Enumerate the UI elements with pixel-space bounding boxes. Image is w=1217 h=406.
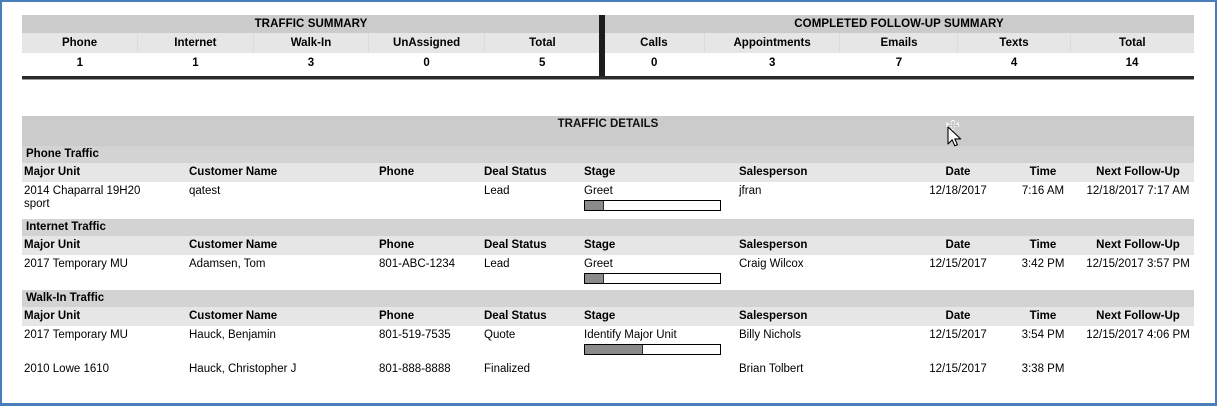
traffic-section <box>22 290 1194 376</box>
cell-major-unit <box>22 326 187 361</box>
traffic-header-internet: Internet <box>138 33 254 53</box>
followup-value-appointments: 3 <box>704 53 840 74</box>
followup-summary-title: COMPLETED FOLLOW-UP SUMMARY <box>604 15 1194 33</box>
traffic-table <box>22 236 1194 290</box>
column-header-major-unit[interactable]: Major Unit <box>22 163 187 182</box>
column-header-stage[interactable]: Stage <box>582 236 737 255</box>
column-header-deal-status[interactable]: Deal Status <box>482 163 582 182</box>
column-header-date[interactable]: Date <box>912 163 1004 182</box>
traffic-value-internet: 1 <box>138 53 254 74</box>
traffic-section <box>22 219 1194 290</box>
column-header-time[interactable]: Time <box>1004 307 1082 326</box>
table-row[interactable] <box>22 182 1194 219</box>
cell-stage <box>582 326 737 361</box>
column-header-time[interactable]: Time <box>1004 163 1082 182</box>
summary-section <box>22 15 1194 79</box>
cell-phone: 801-ABC-1234 <box>377 255 482 290</box>
column-header-deal-status[interactable]: Deal Status <box>482 236 582 255</box>
column-header-stage[interactable]: Stage <box>582 163 737 182</box>
cell-time: 7:16 AM <box>1004 182 1082 219</box>
report-page <box>2 2 1215 406</box>
followup-summary-title-row <box>604 15 1194 33</box>
column-header-next-follow-up[interactable]: Next Follow-Up <box>1082 236 1194 255</box>
followup-value-emails: 7 <box>840 53 958 74</box>
column-header-phone[interactable]: Phone <box>377 236 482 255</box>
traffic-value-walkin: 3 <box>253 53 369 74</box>
column-header-phone[interactable]: Phone <box>377 307 482 326</box>
cell-salesperson: Brian Tolbert <box>737 361 912 376</box>
column-header-major-unit[interactable]: Major Unit <box>22 236 187 255</box>
cell-date: 12/15/2017 <box>912 326 1004 361</box>
cell-date: 12/18/2017 <box>912 182 1004 219</box>
table-header-row <box>22 307 1194 326</box>
column-header-salesperson[interactable]: Salesperson <box>737 236 912 255</box>
cell-customer-name: qatest <box>187 182 377 219</box>
cell-customer-name: Adamsen, Tom <box>187 255 377 290</box>
table-row[interactable] <box>22 326 1194 361</box>
table-row[interactable] <box>22 255 1194 290</box>
major-unit-line-1: 2014 Chaparral 19H20 <box>24 185 141 197</box>
traffic-details-sections <box>22 146 1194 376</box>
followup-header-texts: Texts <box>958 33 1070 53</box>
major-unit-line-2: sport <box>24 198 50 210</box>
stage-progress-bar <box>584 200 721 211</box>
followup-header-emails: Emails <box>840 33 958 53</box>
traffic-summary-title: TRAFFIC SUMMARY <box>22 15 600 33</box>
column-header-salesperson[interactable]: Salesperson <box>737 163 912 182</box>
cell-next-followup: 12/15/2017 4:06 PM <box>1082 326 1194 361</box>
cell-next-followup <box>1082 361 1194 376</box>
section-label-internet-traffic: Internet Traffic <box>22 219 1194 236</box>
followup-summary-header-row <box>604 33 1194 53</box>
cell-deal-status: Lead <box>482 255 582 290</box>
cell-stage <box>582 182 737 219</box>
column-header-next-follow-up[interactable]: Next Follow-Up <box>1082 163 1194 182</box>
column-header-customer-name[interactable]: Customer Name <box>187 163 377 182</box>
summary-underline-rule <box>22 76 1194 80</box>
column-header-deal-status[interactable]: Deal Status <box>482 307 582 326</box>
followup-value-texts: 4 <box>958 53 1070 74</box>
section-label-walk-in-traffic: Walk-In Traffic <box>22 290 1194 307</box>
column-header-date[interactable]: Date <box>912 307 1004 326</box>
column-header-time[interactable]: Time <box>1004 236 1082 255</box>
column-header-phone[interactable]: Phone <box>377 163 482 182</box>
major-unit-line-1: 2010 Lowe 1610 <box>24 363 110 375</box>
traffic-header-phone: Phone <box>22 33 138 53</box>
cell-time: 3:54 PM <box>1004 326 1082 361</box>
column-header-salesperson[interactable]: Salesperson <box>737 307 912 326</box>
stage-label: Identify Major Unit <box>584 329 677 341</box>
cell-stage <box>582 255 737 290</box>
stage-progress-fill <box>585 345 643 354</box>
followup-value-total: 14 <box>1070 53 1194 74</box>
column-header-customer-name[interactable]: Customer Name <box>187 307 377 326</box>
traffic-details-section <box>22 116 1194 376</box>
column-header-customer-name[interactable]: Customer Name <box>187 236 377 255</box>
stage-progress-fill <box>585 201 604 210</box>
cell-deal-status: Quote <box>482 326 582 361</box>
traffic-value-unassigned: 0 <box>369 53 485 74</box>
major-unit-line-1: 2017 Temporary MU <box>24 329 128 341</box>
followup-header-calls: Calls <box>604 33 704 53</box>
stage-progress-fill <box>585 274 604 283</box>
followup-value-calls: 0 <box>604 53 704 74</box>
traffic-summary-table <box>22 15 600 74</box>
traffic-value-phone: 1 <box>22 53 138 74</box>
cell-stage <box>582 361 737 376</box>
cell-major-unit <box>22 361 187 376</box>
cell-phone: 801-519-7535 <box>377 326 482 361</box>
traffic-value-total: 5 <box>484 53 600 74</box>
cell-customer-name: Hauck, Benjamin <box>187 326 377 361</box>
cell-time: 3:38 PM <box>1004 361 1082 376</box>
column-header-stage[interactable]: Stage <box>582 307 737 326</box>
cell-phone: 801-888-8888 <box>377 361 482 376</box>
traffic-summary-header-row <box>22 33 600 53</box>
cell-deal-status: Lead <box>482 182 582 219</box>
summary-vertical-divider <box>599 15 605 77</box>
cell-date: 12/15/2017 <box>912 361 1004 376</box>
traffic-table <box>22 163 1194 219</box>
cell-deal-status: Finalized <box>482 361 582 376</box>
stage-progress-bar <box>584 344 721 355</box>
cell-date: 12/15/2017 <box>912 255 1004 290</box>
cell-time: 3:42 PM <box>1004 255 1082 290</box>
column-header-major-unit[interactable]: Major Unit <box>22 307 187 326</box>
stage-label: Greet <box>584 185 613 197</box>
cell-salesperson: jfran <box>737 182 912 219</box>
column-header-date[interactable]: Date <box>912 236 1004 255</box>
followup-summary-value-row <box>604 53 1194 74</box>
cell-major-unit <box>22 182 187 219</box>
cell-next-followup: 12/15/2017 3:57 PM <box>1082 255 1194 290</box>
traffic-summary-value-row <box>22 53 600 74</box>
table-header-row <box>22 163 1194 182</box>
column-header-next-follow-up[interactable]: Next Follow-Up <box>1082 307 1194 326</box>
followup-summary-table <box>604 15 1194 74</box>
cell-next-followup: 12/18/2017 7:17 AM <box>1082 182 1194 219</box>
stage-label: Greet <box>584 258 613 270</box>
cell-major-unit <box>22 255 187 290</box>
traffic-table <box>22 307 1194 376</box>
table-header-row <box>22 236 1194 255</box>
traffic-summary-title-row <box>22 15 600 33</box>
followup-header-appointments: Appointments <box>704 33 840 53</box>
traffic-header-walkin: Walk-In <box>253 33 369 53</box>
followup-header-total: Total <box>1070 33 1194 53</box>
cell-salesperson: Billy Nichols <box>737 326 912 361</box>
section-label-phone-traffic: Phone Traffic <box>22 146 1194 163</box>
traffic-details-title: TRAFFIC DETAILS <box>22 116 1194 133</box>
cell-phone <box>377 182 482 219</box>
cell-customer-name: Hauck, Christopher J <box>187 361 377 376</box>
table-row[interactable] <box>22 361 1194 376</box>
traffic-header-total: Total <box>484 33 600 53</box>
stage-progress-bar <box>584 273 721 284</box>
major-unit-line-1: 2017 Temporary MU <box>24 258 128 270</box>
traffic-details-title-filler <box>22 133 1194 146</box>
cell-salesperson: Craig Wilcox <box>737 255 912 290</box>
traffic-header-unassigned: UnAssigned <box>369 33 485 53</box>
traffic-section <box>22 146 1194 219</box>
